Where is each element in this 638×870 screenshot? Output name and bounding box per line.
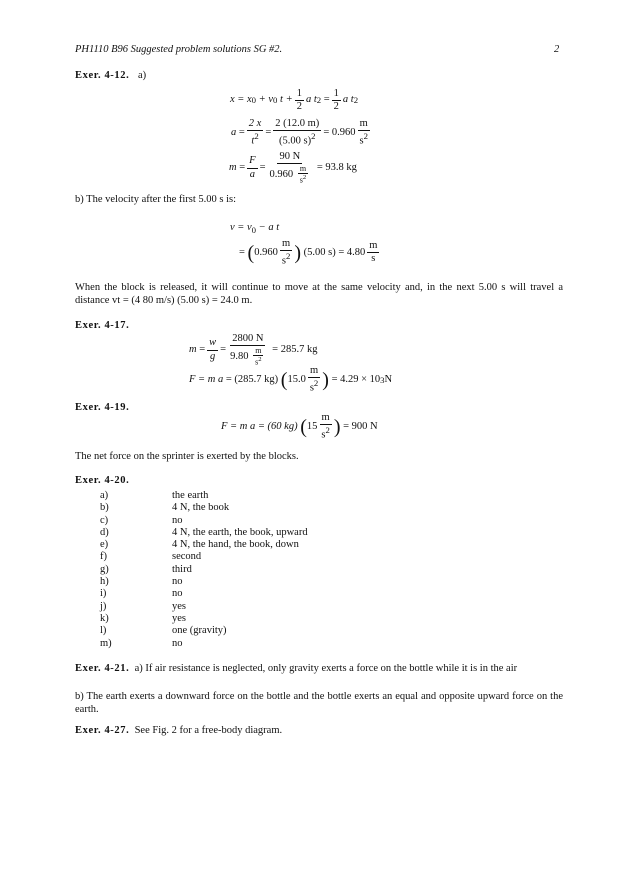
part-label: a) bbox=[137, 70, 147, 81]
exer-4-27: Exer. 4-27. See Fig. 2 for a free-body diagram. bbox=[75, 725, 283, 736]
list-item-answer: one (gravity) bbox=[172, 625, 227, 637]
eq-sub: 0 bbox=[251, 95, 257, 106]
list-item-letter: g) bbox=[100, 563, 109, 575]
list-item-answer: 4 N, the book bbox=[172, 502, 230, 514]
exer-4-21-part-a: Exer. 4-21. a) If air resistance is neglected, only gravity exerts a force on the bottle while it is in the air bbox=[75, 663, 518, 674]
equation-velocity-value: = ( 0.960 $\frac{m}{s^2}$ ) (5.00 s) = 4.80 $\frac{m}{s}$ bbox=[239, 238, 378, 267]
list-item-answer: no bbox=[172, 588, 183, 600]
list-item-answer: no bbox=[172, 576, 183, 588]
list-item bbox=[100, 588, 308, 600]
list-item-letter: k) bbox=[100, 612, 109, 624]
list-item bbox=[100, 551, 308, 563]
list-item-letter: m) bbox=[100, 637, 112, 649]
eq-lhs: a bbox=[231, 126, 237, 138]
list-item bbox=[100, 502, 308, 514]
eq-value: 0.960 bbox=[331, 126, 356, 138]
exer-4-19-heading: Exer. 4-19. bbox=[75, 402, 130, 413]
list-item bbox=[100, 564, 308, 576]
list-item-answer: yes bbox=[172, 600, 186, 612]
list-item bbox=[100, 613, 308, 625]
list-item-letter: d) bbox=[100, 526, 109, 538]
list-item bbox=[100, 638, 308, 650]
eq-op: = bbox=[323, 94, 330, 106]
eq-sup: 2 bbox=[316, 95, 322, 106]
equation-kinematics bbox=[230, 88, 358, 113]
fraction: 2800 N 9.80 $\frac{m}{s^2}$ bbox=[230, 333, 264, 367]
page-number: 2 bbox=[554, 44, 560, 55]
answer-list bbox=[100, 490, 308, 650]
list-item bbox=[100, 527, 308, 539]
list-item-answer: 4 N, the hand, the book, down bbox=[172, 539, 299, 551]
eq-term: a t bbox=[305, 94, 317, 106]
list-item bbox=[100, 539, 308, 551]
eq-term: a t bbox=[342, 94, 354, 106]
unit-fraction: $\frac{m}{s^2}$ bbox=[359, 118, 368, 147]
equation-mass-from-weight: m = $\frac{w}{g}$ = 2800 N 9.80 $\frac{m}{s^2}$ = 285.7 kg bbox=[189, 333, 318, 367]
fraction: $\frac{w}{g}$ bbox=[209, 337, 217, 362]
list-item bbox=[100, 576, 308, 588]
eq-lhs: x bbox=[230, 94, 235, 106]
list-item-answer: the earth bbox=[172, 490, 209, 501]
equation-mass: m = $\frac{F}{a}$ = 90 N 0.960 $\frac{m}{s^2}$ = 93.8 kg bbox=[229, 151, 357, 185]
list-item-letter: h) bbox=[100, 576, 109, 588]
list-item-answer: third bbox=[172, 563, 192, 575]
list-item-answer: no bbox=[172, 637, 183, 649]
list-item-letter: f) bbox=[100, 551, 107, 563]
list-item-letter: l) bbox=[100, 625, 107, 637]
exercise-label: Exer. 4-27. bbox=[75, 725, 130, 736]
list-item bbox=[100, 515, 308, 527]
equation-sprinter-force: F = m a = (60 kg) ( 15 $\frac{m}{s^2}$ ) = 900 N bbox=[221, 412, 378, 441]
fraction: 90 N 0.960 $\frac{m}{s^2}$ bbox=[269, 151, 307, 185]
unit-fraction: $\frac{m}{s^2}$ bbox=[309, 365, 319, 394]
list-item-answer: yes bbox=[172, 612, 186, 624]
unit-fraction: $\frac{m}{s^2}$ bbox=[321, 412, 330, 441]
list-item-letter: c) bbox=[100, 514, 109, 526]
exer-4-12-heading bbox=[75, 70, 146, 83]
list-item bbox=[100, 601, 308, 613]
list-item bbox=[100, 490, 308, 502]
fraction: $\frac{2 x}{t^2}$ bbox=[248, 118, 262, 147]
equation-velocity: $v = v_0 - a$ t bbox=[230, 222, 280, 236]
fraction: $\frac{1}{2}$ bbox=[296, 88, 302, 113]
list-item-answer: 4 N, the earth, the book, upward bbox=[172, 526, 308, 538]
exer-4-17-heading: Exer. 4-17. bbox=[75, 320, 130, 331]
list-item-answer: second bbox=[172, 551, 202, 563]
list-item-letter: j) bbox=[100, 600, 107, 612]
exercise-label: Exer. 4-12. bbox=[75, 70, 130, 81]
eq-sup: 2 bbox=[353, 95, 359, 106]
exercise-label: Exer. 4-21. bbox=[75, 663, 130, 674]
fraction: $\frac{2 (12.0 m)}{(5.00 s)^2}$ bbox=[275, 118, 320, 147]
eq-lhs: m bbox=[229, 161, 237, 173]
list-item-letter: i) bbox=[100, 588, 107, 600]
eq-term: = x bbox=[237, 94, 252, 106]
eq-sub: 0 bbox=[273, 95, 278, 106]
exer-4-20-heading: Exer. 4-20. bbox=[75, 475, 130, 486]
sprinter-note: The net force on the sprinter is exerted by the blocks. bbox=[75, 451, 299, 462]
list-item-letter: b) bbox=[100, 502, 109, 514]
list-item-letter: e) bbox=[100, 539, 109, 551]
eq-result: = 93.8 kg bbox=[316, 161, 357, 173]
released-block-paragraph: When the block is released, it will continue to move at the same velocity and, in the next 5.00 s will travel a distance vt = (4 80 m/s) (5.00 s) = 24.0 m. bbox=[75, 282, 563, 306]
unit-fraction: $\frac{m}{s^2}$ bbox=[281, 238, 291, 267]
part-b-text: b) The velocity after the first 5.00 s is: bbox=[75, 194, 237, 205]
list-item bbox=[100, 625, 308, 637]
eq-term: + v bbox=[258, 94, 274, 106]
equation-acceleration: a = $\frac{2 x}{t^2}$ = $\frac{2 (12.0 m)}{(5.00 s)^2}$ = 0.960 $\frac{m}{s^2}$ bbox=[231, 118, 368, 147]
fraction: $\frac{1}{2}$ bbox=[333, 88, 339, 113]
eq-term: t + bbox=[280, 94, 293, 106]
list-item-letter: a) bbox=[100, 490, 109, 501]
unit-fraction: $\frac{m}{s}$ bbox=[369, 240, 378, 265]
fraction: $\frac{F}{a}$ bbox=[249, 155, 256, 180]
list-item-answer: no bbox=[172, 514, 183, 526]
equation-force: F = m a = (285.7 kg) ( 15.0 $\frac{m}{s^2}$ ) = 4.29 × 10 3 N bbox=[189, 365, 393, 394]
running-header: PH1110 B96 Suggested problem solutions SG #2. bbox=[75, 44, 283, 55]
exer-4-21-part-b: b) The earth exerts a downward force on the bottle and the bottle exerts an equal and opposite upward force on the earth. bbox=[75, 691, 563, 715]
